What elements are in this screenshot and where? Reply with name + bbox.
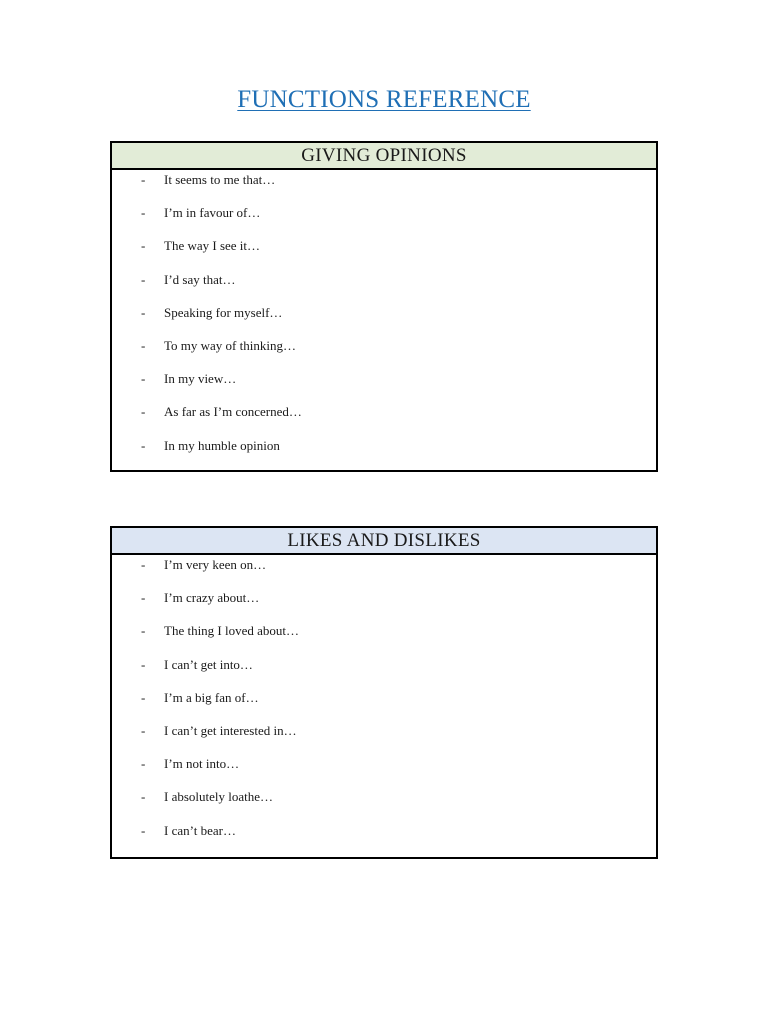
list-item-text: I’m in favour of… xyxy=(164,205,261,221)
bullet-dash: - xyxy=(141,371,146,387)
list-item-text: Speaking for myself… xyxy=(164,304,283,320)
likes-dislikes-heading: LIKES AND DISLIKES xyxy=(112,528,656,555)
bullet-dash: - xyxy=(141,623,146,639)
bullet-dash: - xyxy=(141,338,146,353)
bullet-dash: - xyxy=(141,756,146,772)
list-item-text: I absolutely loathe… xyxy=(164,789,274,805)
bullet-dash: - xyxy=(141,689,146,705)
page-title-text: FUNCTIONS REFERENCE xyxy=(237,86,531,113)
list-item-text: The way I see it… xyxy=(164,238,261,254)
bullet-dash: - xyxy=(141,789,146,805)
list-item-text: It seems to me that… xyxy=(164,172,276,187)
list-item-text: To my way of thinking… xyxy=(164,338,296,353)
bullet-dash: - xyxy=(141,205,146,221)
list-item-text: The thing I loved about… xyxy=(164,623,300,639)
bullet-dash: - xyxy=(141,437,146,453)
bullet-dash: - xyxy=(141,172,146,187)
list-item-text: In my humble opinion xyxy=(164,437,280,453)
bullet-dash: - xyxy=(141,238,146,254)
page-title xyxy=(0,84,768,116)
bullet-dash: - xyxy=(141,304,146,320)
list-item-text: I’m very keen on… xyxy=(164,557,267,572)
list-item-text: As far as I’m concerned… xyxy=(164,404,302,420)
bullet-dash: - xyxy=(141,590,146,606)
list-item-text: In my view… xyxy=(164,371,237,387)
list-item-text: I’m crazy about… xyxy=(164,590,260,606)
list-item-text: I’m not into… xyxy=(164,756,240,772)
giving-opinions-heading: GIVING OPINIONS xyxy=(112,143,656,170)
likes-dislikes-box xyxy=(110,526,658,859)
bullet-dash: - xyxy=(141,656,146,672)
giving-opinions-box xyxy=(110,141,658,472)
list-item-text: I can’t get into… xyxy=(164,656,253,672)
list-item-text: I can’t get interested in… xyxy=(164,723,297,738)
list-item-text: I’m a big fan of… xyxy=(164,689,259,705)
bullet-dash: - xyxy=(141,404,146,420)
bullet-dash: - xyxy=(141,723,146,738)
list-item-text: I’d say that… xyxy=(164,271,236,287)
list-item-text: I can’t bear… xyxy=(164,822,236,838)
bullet-dash: - xyxy=(141,271,146,287)
bullet-dash: - xyxy=(141,557,146,572)
bullet-dash: - xyxy=(141,822,146,838)
